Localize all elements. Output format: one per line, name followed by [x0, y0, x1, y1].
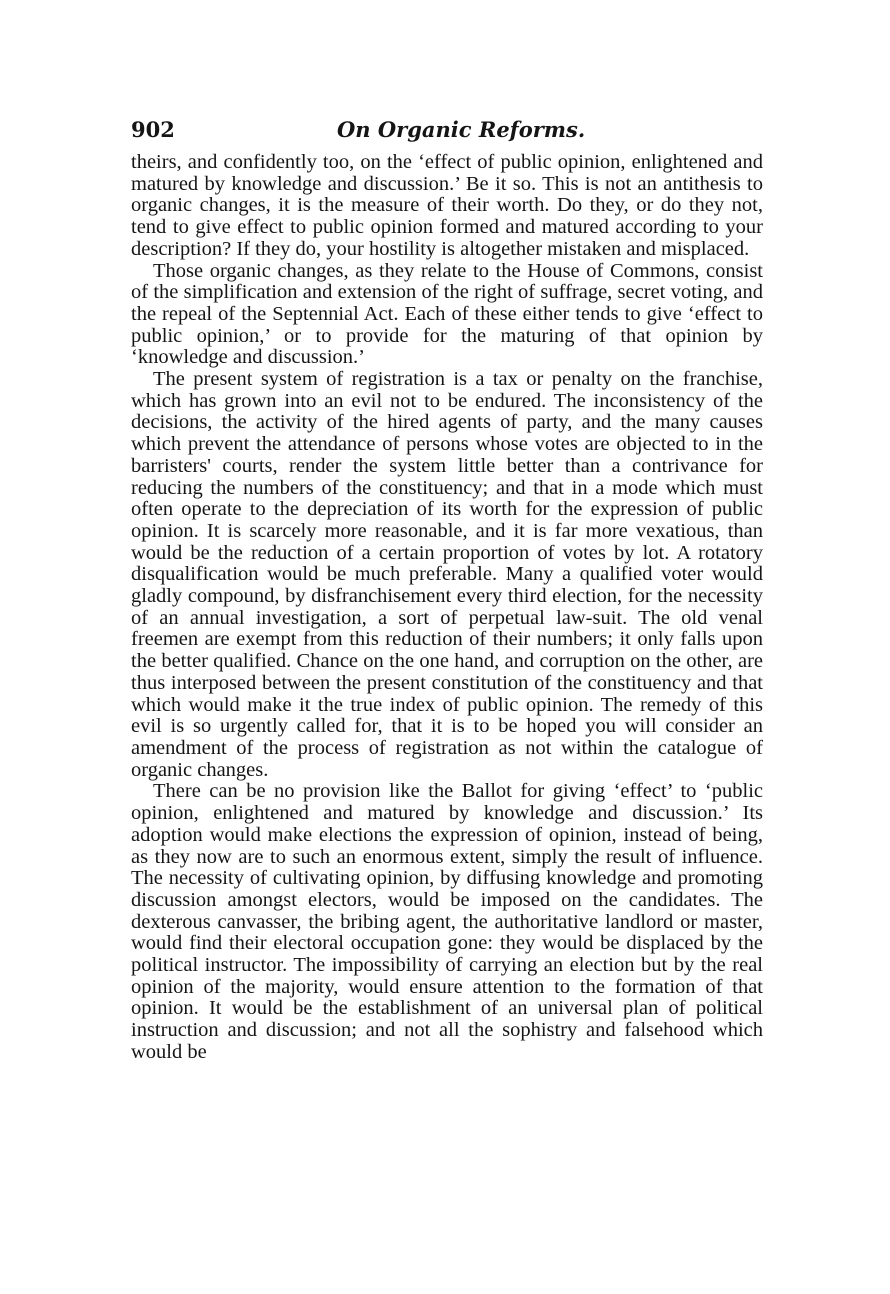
paragraph-2: Those organic changes, as they relate to the House of Commons, consist of the simplification and extension of the right of suffrage, secret voting, and the repeal of the Septennial Act. Each of these either tends to give ‘effect to public opinion,’ or to provide for the maturing of that opinion by ‘knowledge and discussion.’: [131, 259, 763, 369]
page-header: [131, 117, 763, 145]
page-number: 902: [131, 117, 175, 142]
running-title: On Organic Reforms.: [337, 117, 586, 142]
body-text: [131, 152, 763, 1064]
paragraph-3: The present system of registration is a tax or penalty on the franchise, which has grown into an evil not to be endured. The inconsistency of the decisions, the activity of the hired agents of party, and the many causes which prevent the attendance of persons whose votes are objected to in the barristers' courts, render the system little better than a contrivance for reducing the numbers of the constituency; and that in a mode which must often operate to the depreciation of its worth for the expression of public opinion. It is scarcely more reasonable, and it is far more vexatious, than would be the reduction of a certain proportion of votes by lot. A rotatory disqualification would be much preferable. Many a qualified voter would gladly compound, by disfranchisement every third election, for the necessity of an annual investigation, a sort of perpetual law-suit. The old venal freemen are exempt from this reduction of their numbers; it only falls upon the better qualified. Chance on the one hand, and corruption on the other, are thus interposed between the present constitution of the constituency and that which would make it the true index of public opinion. The remedy of this evil is so urgently called for, that it is to be hoped you will consider an amendment of the process of registration as not within the catalogue of organic changes.: [131, 368, 763, 781]
paragraph-4: There can be no provision like the Ballot for giving ‘effect’ to ‘public opinion, enlightened and matured by knowledge and discussion.’ Its adoption would make elections the expression of opinion, instead of being, as they now are to such an enormous extent, simply the result of influence. The necessity of cultivating opinion, by diffusing knowledge and promoting discussion amongst electors, would be imposed on the candidates. The dexterous canvasser, the bribing agent, the authoritative landlord or master, would find their electoral occupation gone: they would be displaced by the political instructor. The impossibility of carrying an election but by the real opinion of the majority, would ensure attention to the formation of that opinion. It would be the establishment of an universal plan of political instruction and discussion; and not all the sophistry and falsehood which would be: [131, 780, 763, 1063]
paragraph-1: theirs, and confidently too, on the ‘effect of public opinion, enlightened and matured by knowledge and discussion.’ Be it so. This is not an antithesis to organic changes, it is the measure of their worth. Do they, or do they not, tend to give effect to public opinion formed and matured according to your description? If they do, your hostility is altogether mistaken and misplaced.: [131, 151, 763, 260]
